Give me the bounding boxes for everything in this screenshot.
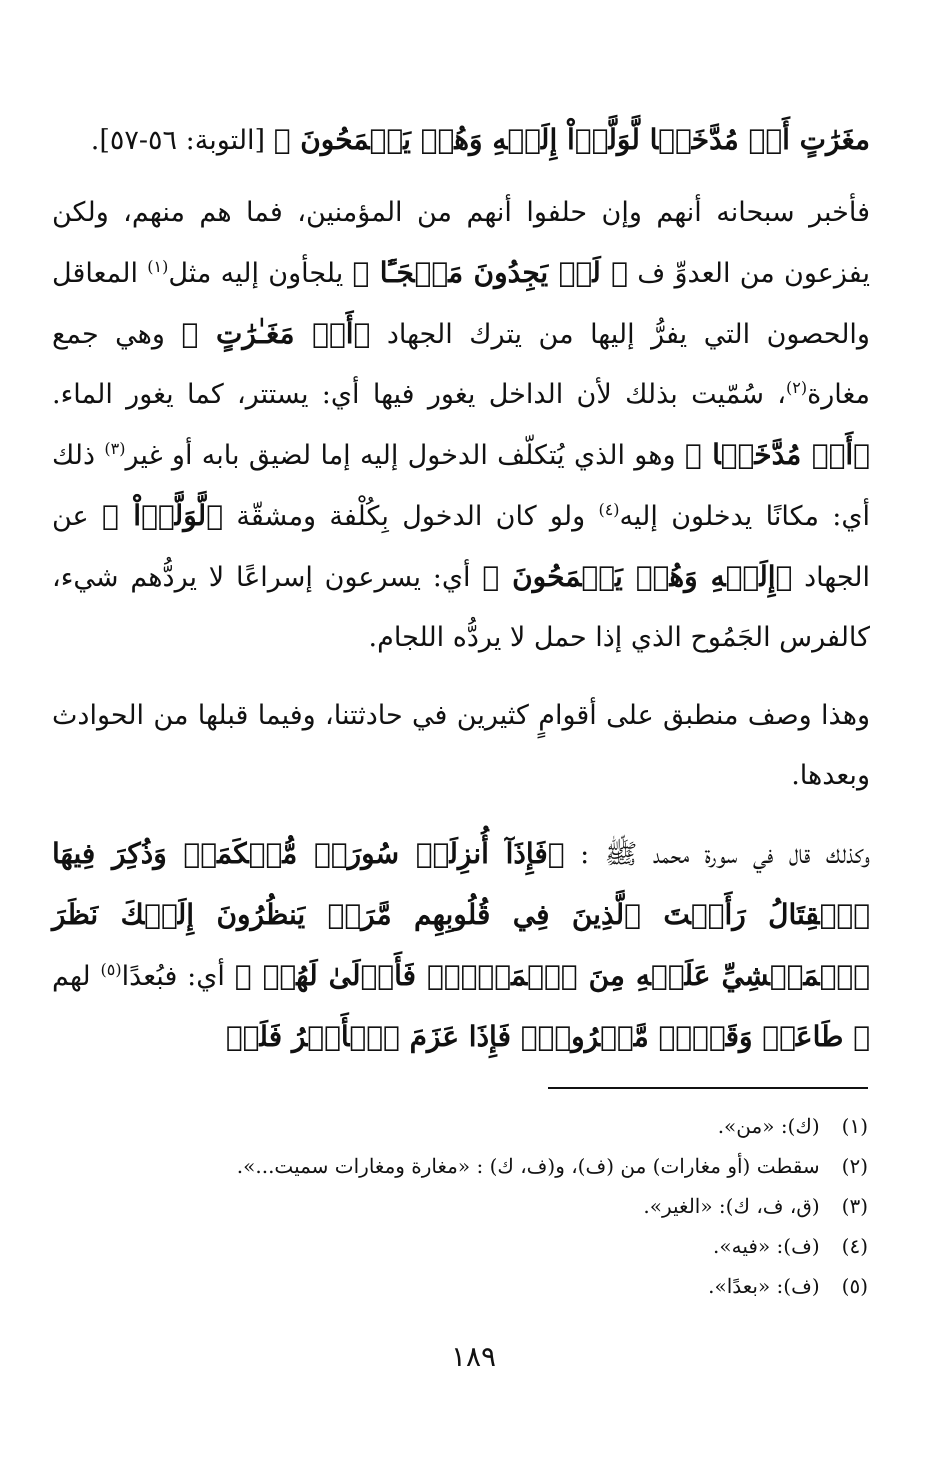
footnote-item [52, 1266, 868, 1306]
text-segment: ، سُمّيت بذلك لأن الداخل يغور فيها أي: يستتر، كما يغور الماء. [52, 379, 786, 410]
quran-verse: مغَرَٰتٍ أَوۡ مُدَّخَلࣰا لَّوَلَّوۡاْ إِلَيۡهِ وَهُمۡ يَجۡمَحُونَ ﴾ [273, 123, 870, 156]
footnote-item [52, 1106, 868, 1146]
footnotes-list [52, 1106, 868, 1306]
quran-verse: ﴿إِلَيۡهِ وَهُمۡ يَجۡمَحُونَ ﴾ [482, 560, 793, 593]
text-segment: وهي جمع مغارة [52, 319, 870, 410]
text-segment: فأخبر سبحانه أنهم وإن حلفوا أنهم من المؤمنين، فما هم منهم، ولكن يفزعون من العدوِّ ف [52, 197, 870, 289]
verse-citation: [التوبة: ٥٦-٥٧]. [90, 125, 266, 156]
footnote-number: (٤) [841, 1234, 868, 1258]
quran-verse: ﴿لَّوَلَّوۡاْ ﴾ [102, 499, 224, 532]
quran-verse: ﴿فَإِذَآ أُنزِلَتۡ سُورَةࣱ مُّحۡكَمَةࣱ وَذُكِرَ فِيهَا ٱلۡقِتَالُ رَأَيۡتَ ٱلَّذِينَ فِي قُلُوبِهِم مَّرَضࣱ يَنظُرُونَ إِلَيۡكَ نَظَرَ ٱلۡمَغۡشِيِّ عَلَيۡهِ مِنَ ٱلۡمَوۡتِۖ فَأَوۡلَىٰ لَهُمۡ ﴾ [52, 837, 871, 992]
text-segment: المعاقل والحصون التي يفرُّ إليها من يترك الجهاد [52, 258, 870, 350]
footnote-ref[interactable]: (٣) [104, 439, 126, 458]
page-number: ١٨٩ [450, 1340, 497, 1373]
footnote-ref[interactable]: (٢) [786, 378, 808, 397]
text-segment: وهو الذي يُتكلّف الدخول إليه إما لضيق بابه أو غير [125, 440, 676, 471]
footnote-separator [548, 1087, 868, 1089]
quran-verse: ﴿ لَوۡ يَجِدُونَ مَلۡجَـًٔا ﴾ [352, 256, 628, 289]
quran-verse: ﴿أَوۡ مُدَّخَلࣰا ﴾ [684, 438, 870, 471]
footnote-ref[interactable]: (١) [147, 257, 169, 276]
text-segment: أي: فبُعدًا [121, 961, 225, 992]
text-segment: ولو كان الدخول بِكُلْفة ومشقّة [236, 501, 586, 532]
paragraph-explanation [52, 183, 870, 668]
quran-verse: ﴿أَوۡ مَغَـٰرَٰتٍ ﴾ [181, 317, 371, 350]
text-segment: وكذلك قال في سورة محمد ﷺ : [580, 839, 870, 870]
footnote-number: (٣) [841, 1194, 868, 1218]
page-body [52, 110, 870, 1086]
text-segment: أي: يسرعون إسراعًا لا يردُّهم شيء، كالفرس الجَمُوح الذي إذا حمل لا يردُّه اللجام. [52, 562, 870, 653]
quran-verse: ﴿ طَاعَةࣱ وَقَوۡلࣱ مَّعۡرُوفࣱۚ فَإِذَا عَزَمَ ٱلۡأَمۡرُ فَلَوۡ [225, 1020, 870, 1053]
footnote-text: (ف): «بعدًا». [708, 1274, 820, 1298]
footnote-text: (ف): «فيه». [713, 1234, 820, 1258]
text-segment: ذلك أي: مكانًا يدخلون إليه [52, 440, 871, 532]
paragraph-surah-muhammad [52, 824, 870, 1068]
text-segment: عن الجهاد [52, 501, 870, 593]
footnote-number: (٥) [841, 1274, 868, 1298]
footnote-text: (ق، ف، ك): «الغير». [643, 1194, 820, 1218]
footnote-ref[interactable]: (٥) [100, 960, 122, 979]
footnote-item [52, 1186, 868, 1226]
footnote-item [52, 1146, 868, 1186]
footnote-text: سقطت (أو مغارات) من (ف)، و(ف، ك) : «مغارة ومغارات سميت...». [236, 1154, 820, 1178]
text-segment: لهم [52, 961, 91, 992]
footnote-text: (ك): «من». [717, 1114, 820, 1138]
footnote-ref[interactable]: (٤) [598, 500, 620, 519]
paragraph-commentary: وهذا وصف منطبق على أقوامٍ كثيرين في حادثتنا، وفيما قبلها من الحوادث وبعدها. [52, 700, 870, 791]
paragraph-ayah-continuation [52, 110, 870, 171]
footnote-item [52, 1226, 868, 1266]
text-segment: يلجأون إليه مثل [168, 258, 344, 289]
footnote-number: (١) [841, 1114, 868, 1138]
footnote-number: (٢) [841, 1154, 868, 1178]
